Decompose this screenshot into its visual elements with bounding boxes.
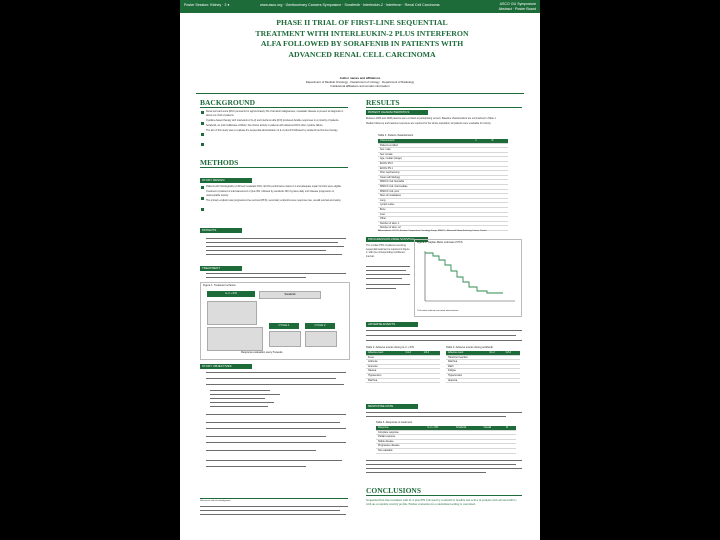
table-cell: Fever bbox=[366, 355, 404, 360]
background-paragraph: Cytokine-based therapy with interleukin-2 (IL-2) and interferon alfa (IFN) produced durable responses in a minority of patients. bbox=[206, 118, 340, 122]
table-cell bbox=[487, 378, 503, 383]
text-line bbox=[206, 372, 346, 373]
table4-caption: Table 4. Response to treatment bbox=[376, 421, 413, 424]
table1-caption: Table 1. Patient characteristics bbox=[378, 134, 414, 137]
text-line bbox=[366, 416, 506, 417]
text-line bbox=[206, 466, 306, 467]
text-line bbox=[206, 436, 326, 437]
table-cell: Age, median (range) bbox=[378, 157, 473, 162]
table-cell bbox=[454, 448, 482, 453]
table-cell: Alopecia bbox=[446, 378, 487, 383]
results-divider bbox=[366, 107, 522, 108]
text-line bbox=[366, 472, 486, 473]
text-line bbox=[206, 450, 316, 451]
text-line bbox=[206, 277, 306, 278]
title-line-1: PHASE II TRIAL OF FIRST-LINE SEQUENTIAL bbox=[276, 18, 448, 27]
text-line bbox=[206, 414, 346, 415]
table-row bbox=[366, 378, 440, 383]
text-line bbox=[206, 460, 342, 461]
table-cell: Hypotension bbox=[366, 373, 404, 378]
text-line bbox=[210, 394, 280, 395]
methods-text bbox=[206, 185, 346, 204]
table-cell: ECOG PS 0 bbox=[378, 161, 473, 166]
table-header-cell: Overall bbox=[482, 426, 504, 430]
schema-cycle-box bbox=[305, 331, 337, 347]
text-line bbox=[366, 270, 406, 271]
text-line bbox=[366, 335, 516, 336]
patient-characteristics-table bbox=[378, 139, 508, 231]
methods-paragraph: The primary endpoint was progression-free survival (PFS); secondary endpoints were response rate, overall survival and safety. bbox=[206, 198, 342, 202]
treatment-subheading: TREATMENT bbox=[200, 266, 242, 271]
text-line bbox=[206, 422, 340, 423]
text-line bbox=[206, 254, 342, 255]
table-cell: MSKCC risk: favorable bbox=[378, 180, 473, 185]
text-line bbox=[206, 384, 344, 385]
background-paragraph: Sorafenib, an oral multikinase inhibitor, has shown activity in patients with advanced RCC after cytokine failure. bbox=[206, 123, 324, 127]
header-bar bbox=[180, 0, 540, 13]
table-cell: Number of sites: ≥2 bbox=[378, 226, 473, 231]
header-right-text: ASCO GU Symposium bbox=[499, 1, 536, 6]
study-design-subheading: STUDY DESIGN bbox=[200, 178, 252, 183]
author-affiliations-2: Institutional affiliations and contact information bbox=[330, 84, 390, 89]
text-line bbox=[200, 514, 346, 515]
schema-detail-box bbox=[207, 301, 257, 325]
table-row bbox=[376, 448, 516, 453]
study-objectives-subheading: STUDY OBJECTIVES bbox=[200, 364, 252, 369]
schema-phase-2: Sorafenib bbox=[259, 291, 321, 299]
conclusions-text: Sequential first-line treatment with IL-2 plus IFN followed by sorafenib is feasible and active in patients with advanced RCC, with an acceptable toxicity profile. Further evaluation in a randomized setting is warranted. bbox=[366, 498, 518, 507]
text-line bbox=[200, 506, 348, 507]
poster bbox=[180, 0, 540, 540]
text-line bbox=[206, 378, 336, 379]
header-right-subtext: Abstract · Poster Board bbox=[498, 6, 536, 11]
table-cell: MSKCC risk: poor bbox=[378, 189, 473, 194]
schema-phase-1: IL-2 + IFN bbox=[207, 291, 255, 297]
results-text bbox=[366, 117, 522, 127]
text-line bbox=[210, 406, 268, 407]
table-header-cell: Sorafenib bbox=[454, 426, 482, 430]
km-title: Figure 2. Kaplan-Meier estimate of PFS bbox=[417, 241, 463, 244]
title-line-4: ADVANCED RENAL CELL CARCINOMA bbox=[288, 49, 436, 59]
table-cell: Lymph nodes bbox=[378, 203, 473, 208]
table-cell: Asthenia bbox=[366, 360, 404, 365]
methods-paragraph: Treatment consisted of subcutaneous IL-2 plus IFN, followed by sorafenib 400 mg twice daily until disease progression or unacceptable toxicity. bbox=[206, 190, 335, 197]
text-line bbox=[366, 460, 522, 461]
text-line bbox=[366, 464, 516, 465]
text-line bbox=[206, 442, 346, 443]
conclusions-divider bbox=[366, 495, 522, 496]
table-cell bbox=[426, 448, 455, 453]
table-cell bbox=[482, 448, 504, 453]
schema-cycle-2: CYCLE 2 bbox=[305, 323, 335, 329]
km-survival-curve bbox=[425, 253, 503, 293]
conclusions-heading: CONCLUSIONS bbox=[366, 486, 422, 495]
bullet-icon bbox=[201, 143, 204, 146]
table-header-cell: G1-2 bbox=[404, 351, 422, 355]
table-cell: Hypertension bbox=[446, 373, 487, 378]
table-cell bbox=[404, 378, 422, 383]
table3-caption: Table 3. Adverse events during sorafenib bbox=[446, 346, 493, 349]
table-cell: Patients enrolled bbox=[378, 143, 473, 148]
text-line bbox=[366, 330, 522, 331]
treatment-schema bbox=[200, 282, 350, 360]
bullet-icon bbox=[201, 197, 204, 200]
methods-paragraph: Patients with histologically confirmed metastatic RCC, ECOG performance status 0-1 and adequate organ function were eligible. bbox=[206, 185, 342, 188]
text-line bbox=[366, 412, 522, 413]
bullet-icon bbox=[201, 122, 204, 125]
author-affiliations-1: Department of Medical Oncology · Department of Urology · Department of Radiology bbox=[305, 80, 415, 85]
table-header-cell: Adverse event bbox=[446, 351, 487, 355]
table-cell: Fatigue bbox=[446, 369, 487, 374]
methods-divider bbox=[200, 167, 348, 168]
response-rate-subheading: RESPONSE RATE bbox=[366, 404, 418, 409]
table-header-cell: % bbox=[489, 139, 508, 143]
patients-subheading: PATIENTS bbox=[200, 228, 242, 233]
text-line bbox=[206, 238, 346, 239]
table-cell bbox=[504, 378, 520, 383]
text-line bbox=[366, 278, 402, 279]
km-figure bbox=[414, 239, 522, 317]
table-cell: Anorexia bbox=[366, 364, 404, 369]
table-cell: Prior nephrectomy bbox=[378, 171, 473, 176]
table-row bbox=[446, 378, 520, 383]
results-paragraph: Between 2006 and 2008 patients were enrolled at participating centers. Baseline characteristics are summarized in Table 1. bbox=[366, 117, 497, 120]
table-cell: Sex: male bbox=[378, 148, 473, 153]
text-line bbox=[206, 250, 326, 251]
background-divider bbox=[200, 107, 348, 108]
table-header-cell: % bbox=[504, 426, 516, 430]
table-cell: MSKCC risk: intermediate bbox=[378, 184, 473, 189]
text-line bbox=[366, 468, 522, 469]
references-text: References and acknowledgments bbox=[200, 500, 231, 502]
poster-title bbox=[224, 18, 500, 73]
text-line bbox=[200, 510, 340, 511]
table-cell: Complete response bbox=[376, 430, 426, 435]
header-center-text: www.asco.org · Genitourinary Cancers Symposium · Sorafenib · Interleukin-2 · Interferon · Renal Cell Carcinoma bbox=[260, 3, 440, 7]
response-table bbox=[376, 426, 516, 454]
text-line bbox=[366, 284, 410, 285]
text-line bbox=[210, 398, 265, 399]
table1-footnote: Abbreviations: ECOG, Eastern Cooperative Oncology Group; MSKCC, Memorial Sloan-Kettering Cancer Center. bbox=[378, 230, 487, 232]
table-cell: Stable disease bbox=[376, 439, 426, 444]
table-cell bbox=[422, 378, 440, 383]
table-cell: Sex: female bbox=[378, 152, 473, 157]
schema-cycle-1: CYCLE 1 bbox=[269, 323, 299, 329]
table-cell: Other bbox=[378, 217, 473, 222]
author-names: Author names and affiliations bbox=[339, 76, 381, 80]
text-line bbox=[366, 340, 522, 341]
schema-caption: Response evaluation every 8 weeks bbox=[241, 351, 283, 354]
table-cell: Partial response bbox=[376, 435, 426, 440]
pfs-text: The median PFS of patients receiving sequential treatment is reported in Figure 2, with the corresponding confidence interval. bbox=[366, 244, 410, 258]
table-header-cell: Response bbox=[376, 426, 426, 430]
methods-heading: METHODS bbox=[200, 158, 239, 167]
table-cell: Progressive disease bbox=[376, 444, 426, 449]
table-cell: Lung bbox=[378, 198, 473, 203]
table-cell: Bone bbox=[378, 207, 473, 212]
table-header-cell: G1-2 bbox=[487, 351, 503, 355]
bullet-icon bbox=[201, 111, 204, 114]
table-cell: Nausea bbox=[366, 369, 404, 374]
table-cell: Rash bbox=[446, 364, 487, 369]
table-cell: Number of sites: 1 bbox=[378, 221, 473, 226]
adverse-events-subheading: ADVERSE EVENTS bbox=[366, 322, 418, 327]
table-header-cell: G3-4 bbox=[422, 351, 440, 355]
schema-legend-box bbox=[207, 327, 263, 351]
title-line-2: TREATMENT WITH INTERLEUKIN-2 PLUS INTERFERON bbox=[255, 28, 469, 38]
adverse-events-il2-table bbox=[366, 351, 440, 383]
table-cell bbox=[504, 448, 516, 453]
table-header-cell: Adverse event bbox=[366, 351, 404, 355]
table-header-cell: Characteristic bbox=[378, 139, 473, 143]
text-line bbox=[366, 274, 410, 275]
bullet-icon bbox=[201, 208, 204, 211]
table-cell: ECOG PS 1 bbox=[378, 166, 473, 171]
header-left-text: Poster Session: Kidney · 3 ● bbox=[184, 3, 230, 7]
table-cell: Clear cell histology bbox=[378, 175, 473, 180]
text-line bbox=[206, 273, 346, 274]
results-paragraph: Median follow-up and treatment exposure are reported for the whole population; all patients were evaluable for toxicity. bbox=[366, 122, 492, 126]
bullet-icon bbox=[201, 133, 204, 136]
text-line bbox=[206, 428, 346, 429]
table-cell: Liver bbox=[378, 212, 473, 217]
background-paragraph: Renal cell carcinoma (RCC) accounts for approximately 3% of all adult malignancies; metastatic disease is present at diagnosis in about one third of patients. bbox=[206, 110, 344, 117]
title-divider bbox=[196, 93, 524, 94]
text-line bbox=[210, 390, 270, 391]
table-cell: Sites of metastases bbox=[378, 194, 473, 199]
adverse-events-sorafenib-table bbox=[446, 351, 520, 383]
text-line bbox=[206, 242, 338, 243]
patient-characteristics-subheading: PATIENT CHARACTERISTICS bbox=[366, 110, 428, 115]
text-line bbox=[206, 246, 344, 247]
table-header-cell: n bbox=[473, 139, 489, 143]
table-header-cell: IL-2 + IFN bbox=[426, 426, 455, 430]
km-caption: Tick marks indicate censored observations. bbox=[417, 310, 459, 312]
schema-title: Figure 1. Treatment schema bbox=[203, 284, 236, 287]
references-divider bbox=[200, 498, 348, 499]
table-cell: Diarrhea bbox=[366, 378, 404, 383]
background-heading: BACKGROUND bbox=[200, 98, 256, 107]
table-cell: Diarrhea bbox=[446, 360, 487, 365]
table-cell: Hand-foot reaction bbox=[446, 355, 487, 360]
background-text bbox=[206, 110, 346, 134]
km-plot bbox=[415, 247, 521, 309]
authors-block bbox=[220, 76, 500, 89]
background-paragraph: The aim of this study was to evaluate the sequential administration of IL-2 plus IFN followed by sorafenib as first-line therapy. bbox=[206, 128, 338, 132]
title-line-3: ALFA FOLLOWED BY SORAFENIB IN PATIENTS WITH bbox=[260, 39, 464, 49]
text-line bbox=[366, 288, 396, 289]
schema-cycle-box bbox=[269, 331, 301, 347]
progression-free-subheading: PROGRESSION-FREE SURVIVAL bbox=[366, 237, 428, 242]
table-header-cell: G3-4 bbox=[504, 351, 520, 355]
results-heading: RESULTS bbox=[366, 98, 400, 107]
text-line bbox=[210, 402, 274, 403]
bullet-icon bbox=[201, 186, 204, 189]
table-cell: Not evaluable bbox=[376, 448, 426, 453]
text-line bbox=[366, 266, 410, 267]
table2-caption: Table 2. Adverse events during IL-2 + IFN bbox=[366, 346, 414, 349]
